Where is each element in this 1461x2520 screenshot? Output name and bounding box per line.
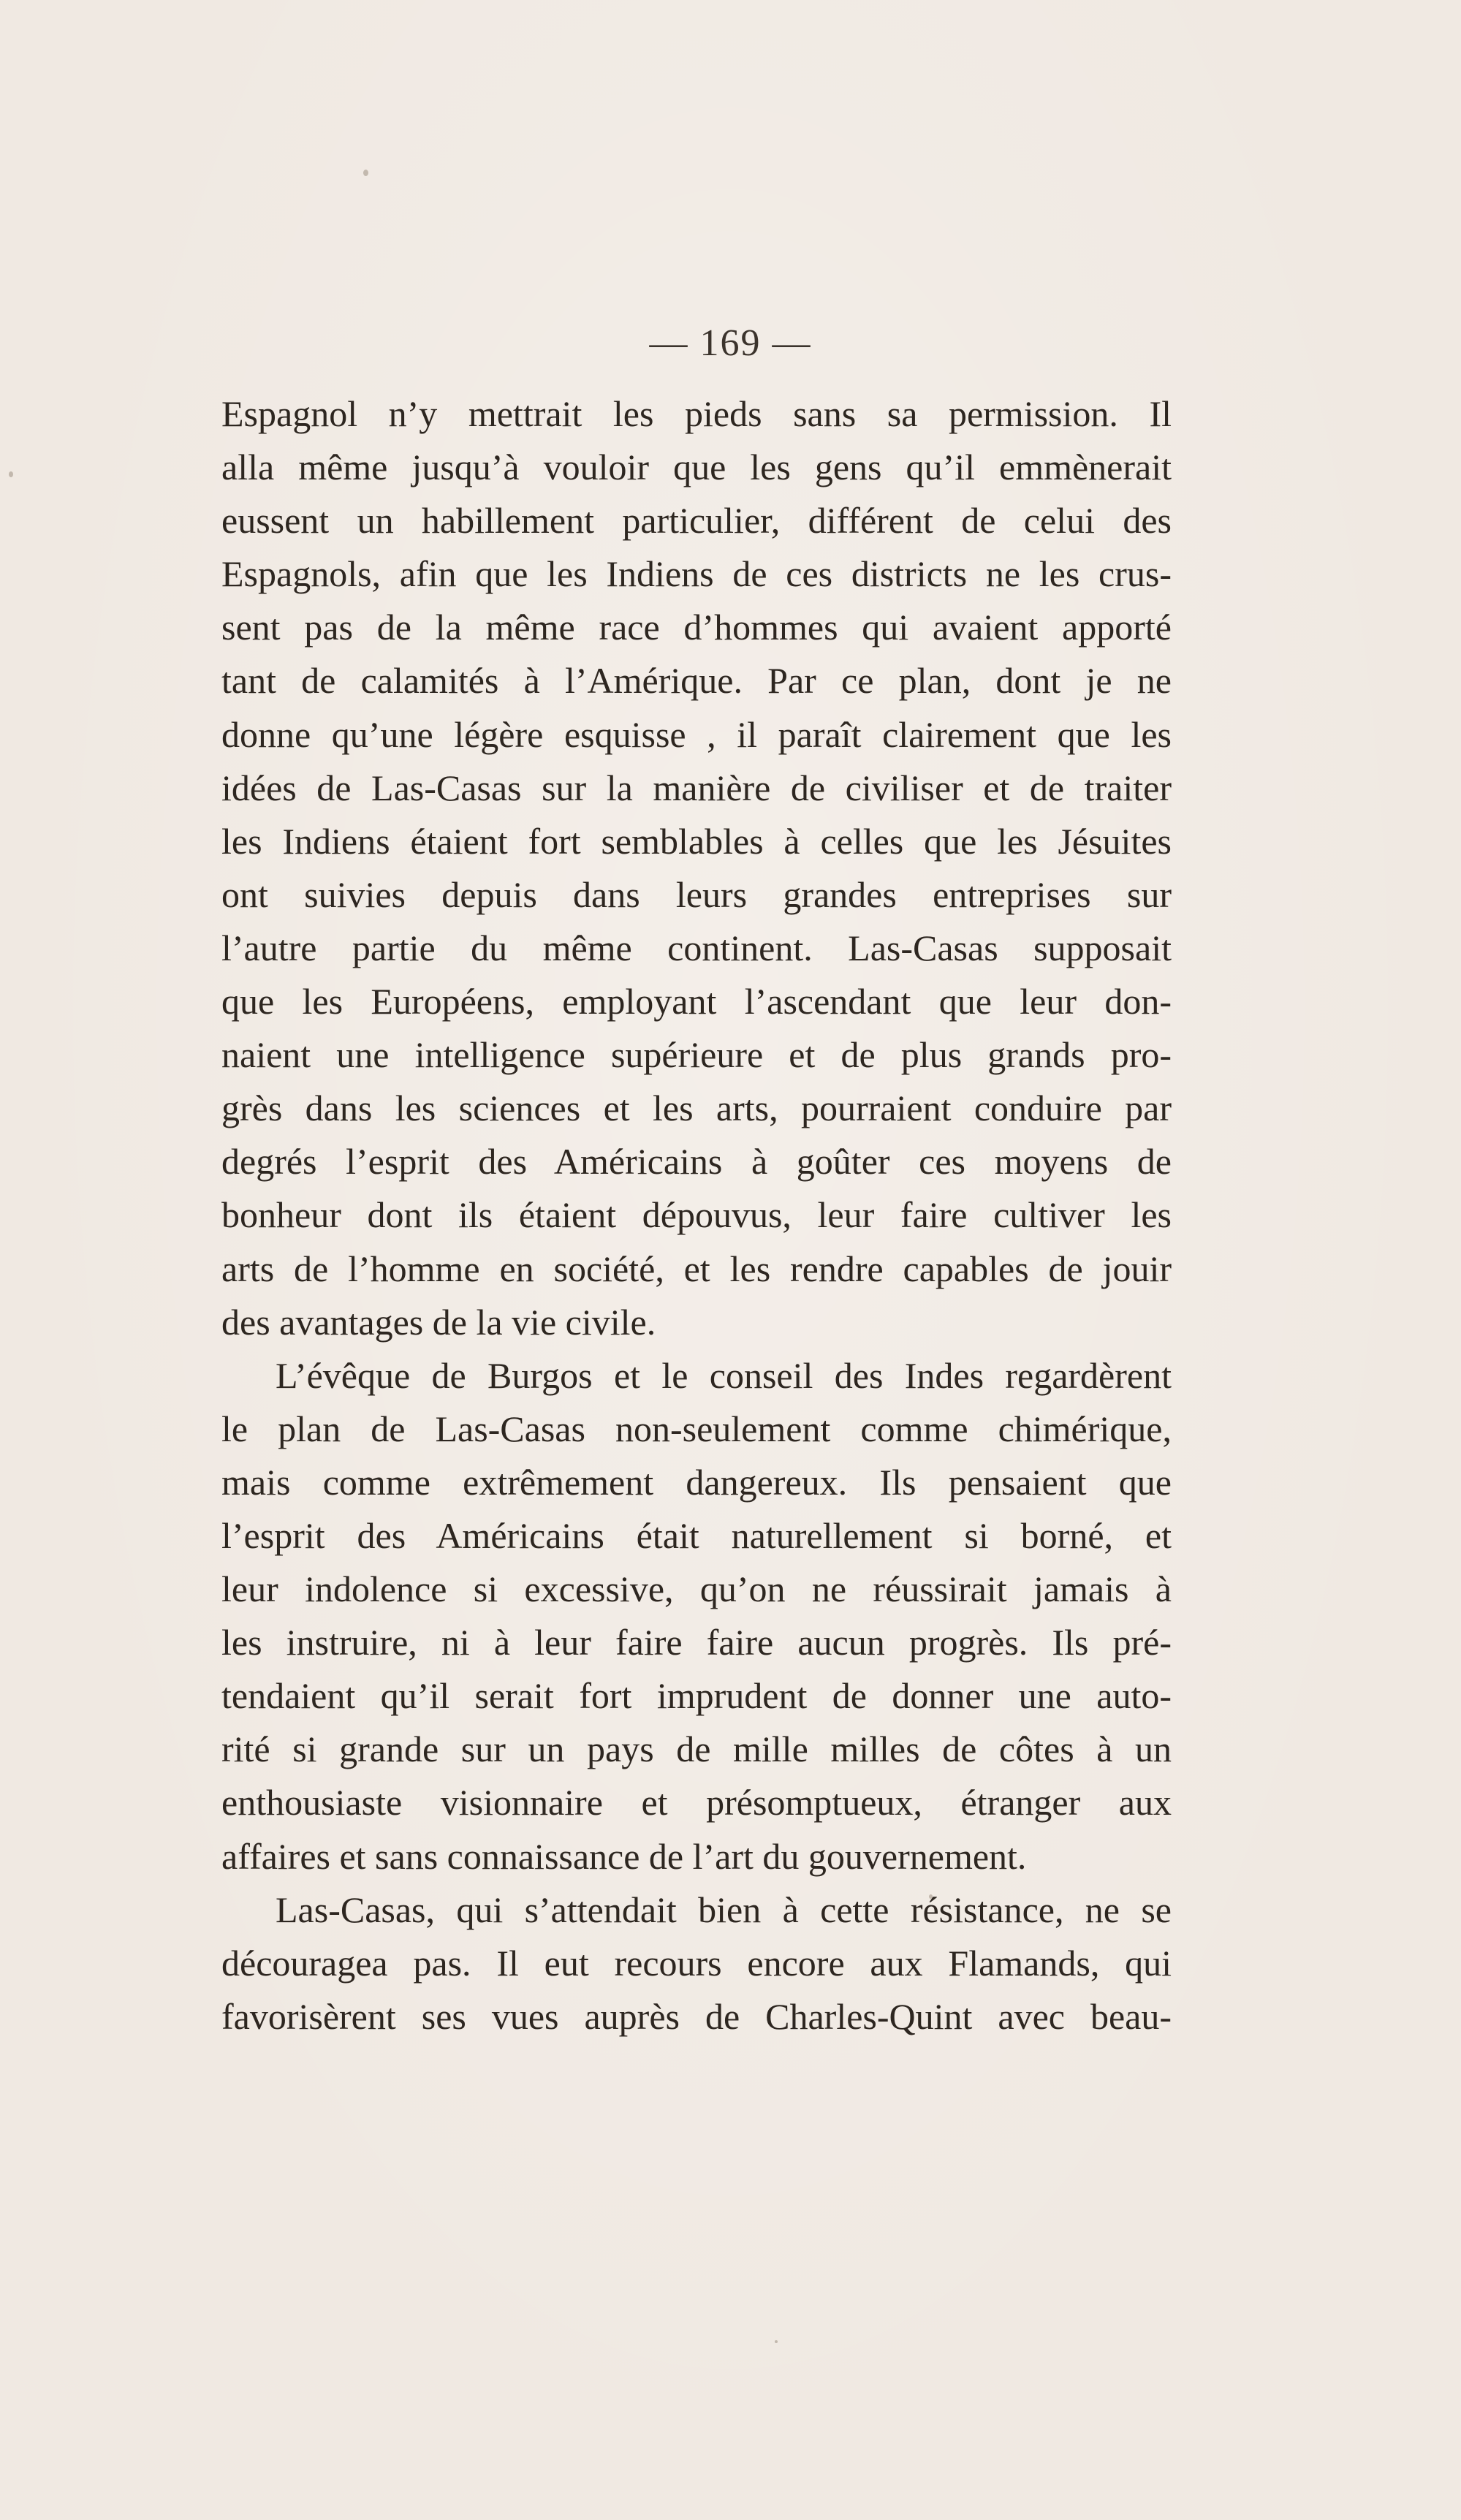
text-line: Espagnols, afin que les Indiens de ces districts ne les crus- — [221, 553, 1172, 595]
page-number: — 169 — — [649, 322, 812, 364]
text-line: découragea pas. Il eut recours encore aux Flamands, qui — [221, 1942, 1172, 1984]
paper-speck — [9, 471, 13, 477]
paper-speck — [775, 2340, 778, 2343]
text-line: rité si grande sur un pays de mille milles de côtes à un — [221, 1728, 1172, 1770]
text-line: que les Européens, employant l’ascendant que leur don- — [221, 981, 1172, 1022]
text-line: sent pas de la même race d’hommes qui avaient apporté — [221, 607, 1172, 648]
text-line: les Indiens étaient fort semblables à celles que les Jésuites — [221, 820, 1172, 862]
text-line: grès dans les sciences et les arts, pourraient conduire par — [221, 1088, 1172, 1129]
text-line: donne qu’une légère esquisse , il paraît clairement que les — [221, 713, 1172, 755]
text-line: Espagnol n’y mettrait les pieds sans sa permission. Il — [221, 393, 1172, 434]
text-line: L’évêque de Burgos et le conseil des Indes regardèrent — [276, 1354, 1172, 1396]
text-line: arts de l’homme en société, et les rendre capables de jouir — [221, 1248, 1172, 1289]
text-line: enthousiaste visionnaire et présomptueux, étranger aux — [221, 1782, 1172, 1823]
text-line: l’esprit des Américains était naturellement si borné, et — [221, 1514, 1172, 1556]
text-line: alla même jusqu’à vouloir que les gens qu’il emmènerait — [221, 447, 1172, 488]
text-line: ont suivies depuis dans leurs grandes entreprises sur — [221, 873, 1172, 915]
text-line: l’autre partie du même continent. Las-Casas supposait — [221, 927, 1172, 968]
text-line: bonheur dont ils étaient dépouvus, leur faire cultiver les — [221, 1194, 1172, 1236]
text-line: mais comme extrêmement dangereux. Ils pensaient que — [221, 1461, 1172, 1503]
text-line: affaires et sans connaissance de l’art du gouvernement. — [221, 1835, 1027, 1877]
text-line: degrés l’esprit des Américains à goûter ces moyens de — [221, 1141, 1172, 1183]
text-line: tendaient qu’il serait fort imprudent de donner une auto- — [221, 1675, 1172, 1717]
body-text — [221, 387, 1172, 2043]
text-line: les instruire, ni à leur faire faire aucun progrès. Ils pré- — [221, 1622, 1172, 1663]
text-line: leur indolence si excessive, qu’on ne réussirait jamais à — [221, 1568, 1172, 1610]
text-line: eussent un habillement particulier, différent de celui des — [221, 500, 1172, 542]
text-line: tant de calamités à l’Amérique. Par ce plan, dont je ne — [221, 660, 1172, 702]
paper-speck — [363, 170, 368, 176]
text-line: des avantages de la vie civile. — [221, 1301, 656, 1343]
text-line: Las-Casas, qui s’attendait bien à cette résistance, ne se — [276, 1889, 1172, 1930]
text-line: le plan de Las-Casas non-seulement comme chimérique, — [221, 1408, 1172, 1449]
text-line: favorisèrent ses vues auprès de Charles-Quint avec beau- — [221, 1995, 1172, 2037]
text-line: idées de Las-Casas sur la manière de civiliser et de traiter — [221, 767, 1172, 808]
text-line: naient une intelligence supérieure et de plus grands pro- — [221, 1034, 1172, 1076]
